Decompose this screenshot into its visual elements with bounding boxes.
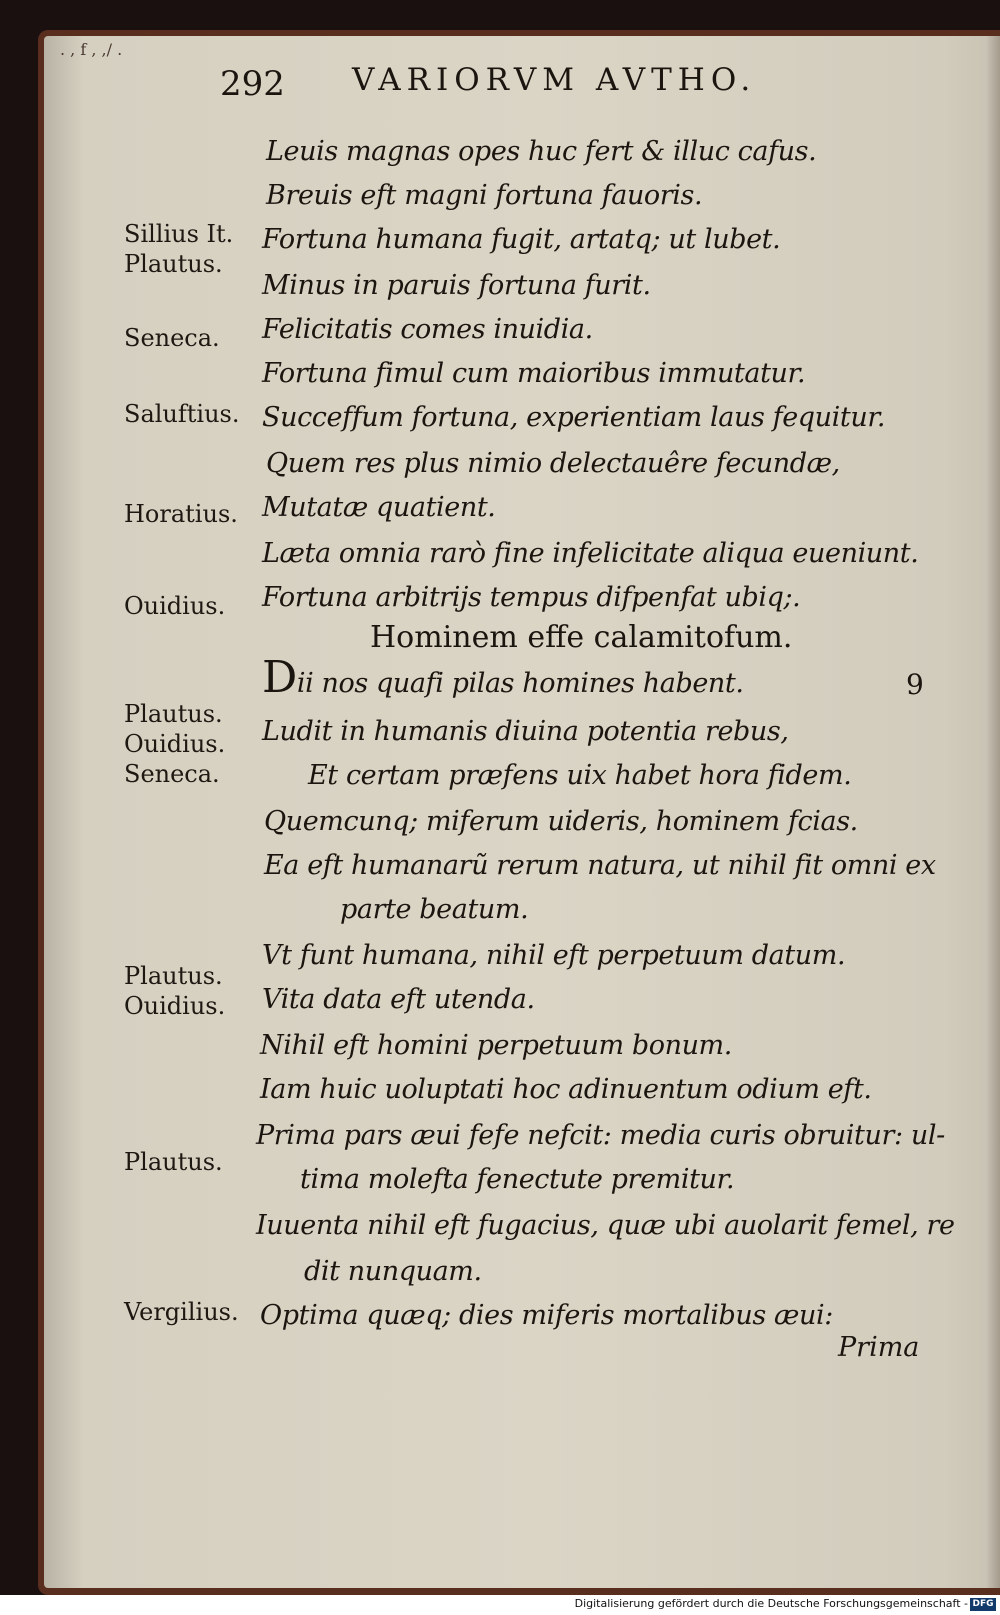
drop-cap: D bbox=[262, 652, 297, 703]
margin-note-vergilius: Vergilius. bbox=[124, 1298, 239, 1326]
text-line: Fortuna arbitrijs tempus difpenfat ubiq;. bbox=[262, 582, 801, 613]
margin-note-ouidius-2: Ouidius. bbox=[124, 730, 226, 758]
margin-note-ouidius-1: Ouidius. bbox=[124, 592, 226, 620]
text-line: dit nunquam. bbox=[304, 1256, 482, 1287]
section-heading: Hominem effe calamitofum. bbox=[370, 620, 793, 655]
margin-note-seneca-1: Seneca. bbox=[124, 324, 220, 352]
text-line: Fortuna fimul cum maioribus immutatur. bbox=[262, 358, 806, 389]
margin-note-salustius: Saluftius. bbox=[124, 400, 240, 428]
text-line: Succeffum fortuna, experientiam laus fequitur. bbox=[262, 402, 886, 433]
text-line: tima molefta fenectute premitur. bbox=[300, 1164, 735, 1195]
margin-note-sillius: Sillius It. bbox=[124, 220, 234, 248]
margin-note-seneca-2: Seneca. bbox=[124, 760, 220, 788]
text-line: Iam huic uoluptati hoc adinuentum odium eft. bbox=[260, 1074, 872, 1105]
text-line: Fortuna humana fugit, artatq; ut lubet. bbox=[262, 224, 781, 255]
drop-cap-line-text: ii nos quafi pilas homines habent. bbox=[296, 668, 744, 699]
text-line: Vt funt humana, nihil eft perpetuum datum. bbox=[262, 940, 846, 971]
margin-note-ouidius-3: Ouidius. bbox=[124, 992, 226, 1020]
text-line: Nihil eft homini perpetuum bonum. bbox=[260, 1030, 732, 1061]
text-line: parte beatum. bbox=[340, 894, 529, 925]
marginal-number: 9 bbox=[906, 668, 924, 701]
text-line: Læta omnia rarò fine infelicitate aliqua eueniunt. bbox=[262, 538, 919, 569]
text-line: Et certam præfens uix habet hora fidem. bbox=[308, 760, 852, 791]
text-line: Quem res plus nimio delectauêre fecundæ, bbox=[266, 448, 840, 479]
page-number: 292 bbox=[220, 64, 285, 104]
margin-note-plautus-4: Plautus. bbox=[124, 1148, 223, 1176]
margin-note-plautus-1: Plautus. bbox=[124, 250, 223, 278]
margin-note-horatius: Horatius. bbox=[124, 500, 238, 528]
drop-cap-line bbox=[262, 652, 744, 703]
text-line: Iuuenta nihil eft fugacius, quæ ubi auolarit femel, re bbox=[256, 1210, 955, 1241]
margin-note-plautus-2: Plautus. bbox=[124, 700, 223, 728]
text-line: Ludit in humanis diuina potentia rebus, bbox=[262, 716, 789, 747]
page-edge-shadow bbox=[986, 36, 1000, 1588]
text-line: Ea eft humanarũ rerum natura, ut nihil fit omni ex bbox=[264, 850, 936, 881]
text-line: Minus in paruis fortuna furit. bbox=[262, 270, 651, 301]
footer-credit-text: Digitalisierung gefördert durch die Deutsche Forschungsgemeinschaft - bbox=[574, 1597, 968, 1610]
digitization-footer bbox=[0, 1595, 1000, 1615]
running-title: VARIORVM AVTHO. bbox=[352, 62, 757, 98]
running-head bbox=[220, 56, 940, 106]
catchword: Prima bbox=[838, 1332, 920, 1363]
stray-ink-marks: . , f , ,/ . bbox=[60, 40, 123, 59]
text-line: Leuis magnas opes huc fert & illuc cafus. bbox=[266, 136, 817, 167]
dfg-logo[interactable]: DFG bbox=[970, 1598, 996, 1611]
text-line: Mutatæ quatient. bbox=[262, 492, 496, 523]
margin-note-plautus-3: Plautus. bbox=[124, 962, 223, 990]
text-line: Felicitatis comes inuidia. bbox=[262, 314, 593, 345]
text-line: Quemcunq; miferum uideris, hominem fcias. bbox=[264, 806, 858, 837]
text-line: Vita data eft utenda. bbox=[262, 984, 535, 1015]
text-line: Optima quæq; dies miferis mortalibus æui: bbox=[260, 1300, 833, 1331]
text-line: Prima pars æui fefe nefcit: media curis obruitur: ul- bbox=[256, 1120, 945, 1151]
text-line: Breuis eft magni fortuna fauoris. bbox=[266, 180, 703, 211]
